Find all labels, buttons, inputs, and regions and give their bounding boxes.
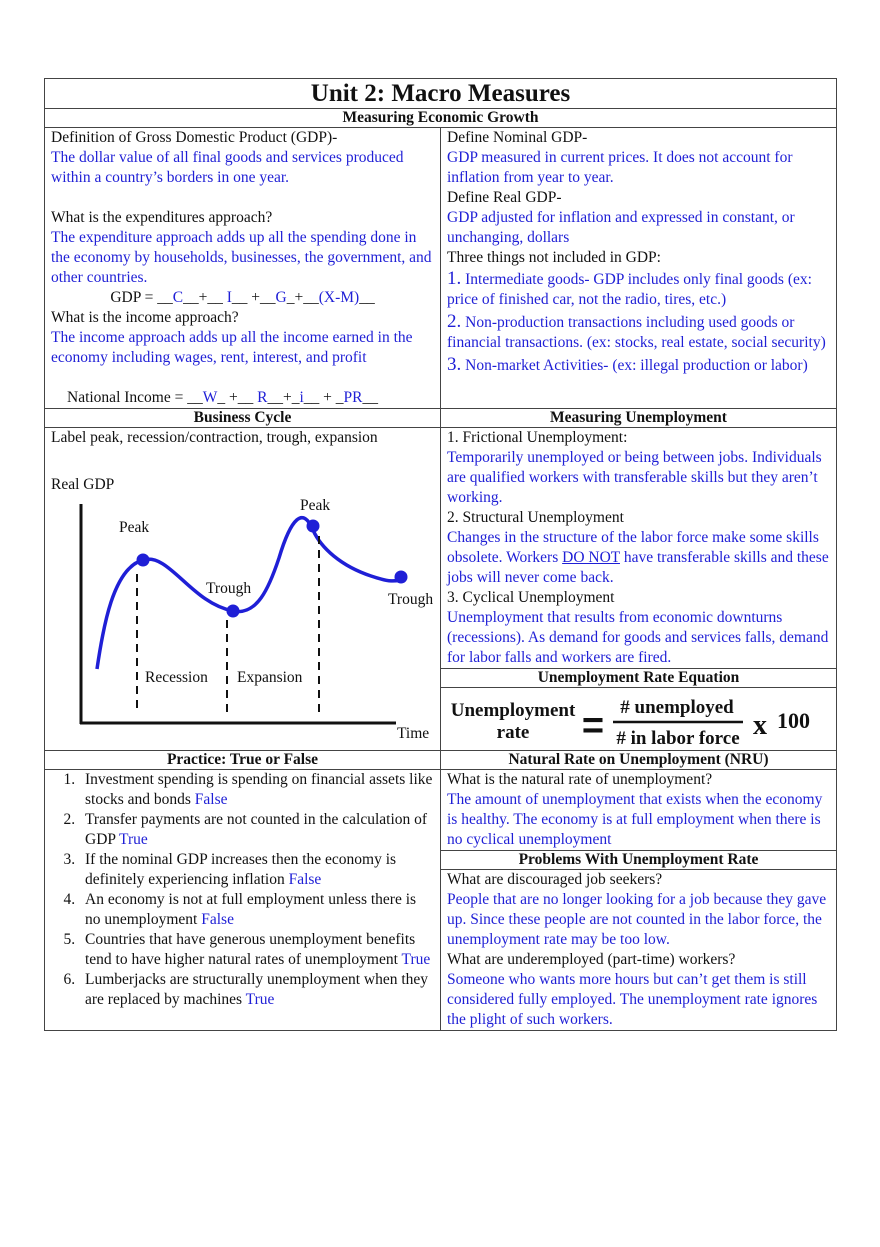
cyclical-answer: Unemployment that results from economic downturns (recessions). As demand for goods and services falls, demand for labor falls and workers are fired. bbox=[447, 609, 829, 666]
nru-answer: The amount of unemployment that exists when the economy is healthy. The economy is at full employment when there is no cyclical unemployment bbox=[447, 791, 823, 848]
nominal-gdp-answer: GDP measured in current prices. It does not account for inflation from year to year. bbox=[447, 149, 793, 186]
not-included-item bbox=[447, 312, 830, 353]
item-number: 3. bbox=[447, 354, 462, 375]
section-header-unemployment-equation: Unemployment Rate Equation bbox=[441, 669, 837, 688]
page-title: Unit 2: Macro Measures bbox=[45, 79, 837, 109]
y-axis-label: Real GDP bbox=[51, 476, 115, 493]
practice-answer: True bbox=[119, 831, 148, 848]
trough-point bbox=[395, 571, 408, 584]
worksheet-table bbox=[44, 78, 837, 1031]
unemployment-equation-cell bbox=[441, 688, 837, 751]
gdp-term-i: I bbox=[226, 289, 232, 306]
frictional-answer: Temporarily unemployed or being between jobs. Individuals are qualified workers with transferable skills but they aren’t working. bbox=[447, 449, 822, 506]
gdp-definitions-cell bbox=[45, 128, 441, 409]
item-number: 1. bbox=[447, 268, 462, 289]
ni-term-w: W bbox=[202, 389, 218, 406]
hundred-value: 100 bbox=[777, 708, 810, 733]
practice-statement: Investment spending is spending on financial assets like stocks and bonds bbox=[85, 771, 433, 808]
section-header-practice: Practice: True or False bbox=[45, 751, 441, 770]
gdp-formula: GDP = __C__+__ I__ +__G_+__(X-M)__ bbox=[110, 289, 375, 306]
expenditures-question: What is the expenditures approach? bbox=[51, 209, 273, 226]
ni-term-r: R bbox=[257, 389, 268, 406]
structural-answer-emphasis: DO NOT bbox=[562, 549, 620, 566]
item-text: Intermediate goods- GDP includes only final goods (ex: price of finished car, not the radio, tires, etc.) bbox=[447, 271, 812, 308]
practice-item bbox=[79, 890, 434, 930]
equation-lhs: rate bbox=[496, 722, 530, 743]
peak-point bbox=[307, 520, 320, 533]
nominal-gdp-question: Define Nominal GDP- bbox=[447, 129, 588, 146]
frictional-question: 1. Frictional Unemployment: bbox=[447, 429, 628, 446]
underemployed-answer: Someone who wants more hours but can’t get them is still considered fully employed. The unemployment rate ignores the plight of such workers. bbox=[447, 971, 818, 1028]
structural-question: 2. Structural Unemployment bbox=[447, 509, 624, 526]
business-cycle-curve bbox=[97, 518, 406, 669]
section-header-economic-growth: Measuring Economic Growth bbox=[45, 109, 837, 128]
equation-denominator: # in labor force bbox=[616, 728, 740, 749]
practice-item bbox=[79, 810, 434, 850]
real-gdp-question: Define Real GDP- bbox=[447, 189, 562, 206]
unemployment-types-cell bbox=[441, 428, 837, 669]
expansion-label: Expansion bbox=[237, 669, 303, 686]
equation-svg bbox=[441, 688, 837, 750]
item-text: Non-market Activities- (ex: illegal production or labor) bbox=[461, 357, 808, 374]
label-instruction: Label peak, recession/contraction, trough, expansion bbox=[51, 429, 378, 446]
practice-item bbox=[79, 850, 434, 890]
cyclical-question: 3. Cyclical Unemployment bbox=[447, 589, 615, 606]
nru-question: What is the natural rate of unemployment? bbox=[447, 771, 713, 788]
practice-list bbox=[51, 770, 434, 1010]
practice-answer: True bbox=[245, 991, 275, 1008]
expenditures-answer: The expenditure approach adds up all the spending done in the economy by households, businesses, the government, and other countries. bbox=[51, 229, 432, 286]
equation-lhs: Unemployment bbox=[450, 700, 576, 721]
nominal-real-gdp-cell bbox=[441, 128, 837, 409]
peak-label: Peak bbox=[300, 497, 331, 514]
practice-statement: An economy is not at full employment unless there is no unemployment bbox=[85, 891, 417, 928]
practice-answer: False bbox=[194, 791, 228, 808]
practice-statement: Countries that have generous unemployment benefits tend to have higher natural rates of unemployment bbox=[85, 931, 416, 968]
item-number: 2. bbox=[447, 311, 462, 332]
gdp-term-g: G bbox=[275, 289, 287, 306]
recession-label: Recession bbox=[145, 669, 208, 686]
practice-cell bbox=[45, 770, 441, 1031]
gdp-formula-label: GDP = bbox=[110, 289, 158, 306]
income-answer: The income approach adds up all the income earned in the economy including wages, rent, interest, and profit bbox=[51, 329, 413, 366]
gdp-definition-answer: The dollar value of all final goods and services produced within a country’s borders in one year. bbox=[51, 149, 404, 186]
ni-term-pr: PR bbox=[343, 389, 363, 406]
worksheet bbox=[44, 78, 836, 1031]
section-header-nru: Natural Rate on Unemployment (NRU) bbox=[441, 751, 837, 770]
structural-answer-part: Changes in the structure of the labor force make some skills obsolete. Workers bbox=[447, 529, 819, 566]
times-sign: x bbox=[753, 710, 767, 741]
gdp-definition-question: Definition of Gross Domestic Product (GDP)- bbox=[51, 129, 338, 146]
ni-term-i: i bbox=[299, 389, 304, 406]
trough-point bbox=[227, 605, 240, 618]
problems-cell bbox=[441, 870, 837, 1031]
peak-point bbox=[137, 554, 150, 567]
trough-label: Trough bbox=[206, 580, 252, 597]
business-cycle-cell bbox=[45, 428, 441, 751]
peak-label: Peak bbox=[119, 519, 150, 536]
discouraged-question: What are discouraged job seekers? bbox=[447, 871, 663, 888]
discouraged-answer: People that are no longer looking for a job because they gave up. Since these people are not counted in the labor force, the unemployment rate may be too low. bbox=[447, 891, 827, 948]
structural-answer-part: have transferable skills and these jobs will never come back. bbox=[447, 549, 829, 586]
item-text: Non-production transactions including used goods or financial transactions. (ex: stocks, real estate, social security) bbox=[447, 314, 826, 351]
national-income-label: National Income = bbox=[67, 389, 188, 406]
gdp-term-c: C bbox=[172, 289, 184, 306]
trough-label: Trough bbox=[388, 591, 434, 608]
gdp-term-xm: (X-M) bbox=[318, 289, 360, 306]
national-income-formula: National Income = __W_ +__ R__+_i__ + _PR__ bbox=[67, 389, 378, 406]
real-gdp-answer: GDP adjusted for inflation and expressed in constant, or unchanging, dollars bbox=[447, 209, 795, 246]
practice-statement: Transfer payments are not counted in the calculation of GDP bbox=[85, 811, 428, 848]
section-header-business-cycle: Business Cycle bbox=[45, 409, 441, 428]
x-axis-label: Time bbox=[397, 725, 430, 742]
equation-numerator: # unemployed bbox=[620, 697, 734, 718]
income-question: What is the income approach? bbox=[51, 309, 239, 326]
not-included-item bbox=[447, 355, 830, 376]
equals-sign: = bbox=[581, 705, 605, 747]
practice-answer: False bbox=[201, 911, 234, 928]
section-header-problems: Problems With Unemployment Rate bbox=[441, 851, 837, 870]
underemployed-question: What are underemployed (part-time) workers? bbox=[447, 951, 736, 968]
unemployment-equation bbox=[441, 688, 836, 750]
business-cycle-svg bbox=[51, 448, 435, 748]
practice-item bbox=[79, 770, 434, 810]
not-included-question: Three things not included in GDP: bbox=[447, 249, 661, 266]
not-included-item bbox=[447, 269, 830, 310]
practice-statement: If the nominal GDP increases then the economy is definitely experiencing inflation bbox=[85, 851, 397, 888]
section-header-measuring-unemployment: Measuring Unemployment bbox=[441, 409, 837, 428]
practice-item bbox=[79, 970, 434, 1010]
practice-answer: True bbox=[401, 951, 431, 968]
structural-answer bbox=[447, 528, 830, 588]
practice-statement: Lumberjacks are structurally unemployment when they are replaced by machines bbox=[85, 971, 429, 1008]
nru-cell bbox=[441, 770, 837, 851]
business-cycle-graph bbox=[51, 448, 434, 748]
practice-answer: False bbox=[288, 871, 322, 888]
practice-item bbox=[79, 930, 434, 970]
